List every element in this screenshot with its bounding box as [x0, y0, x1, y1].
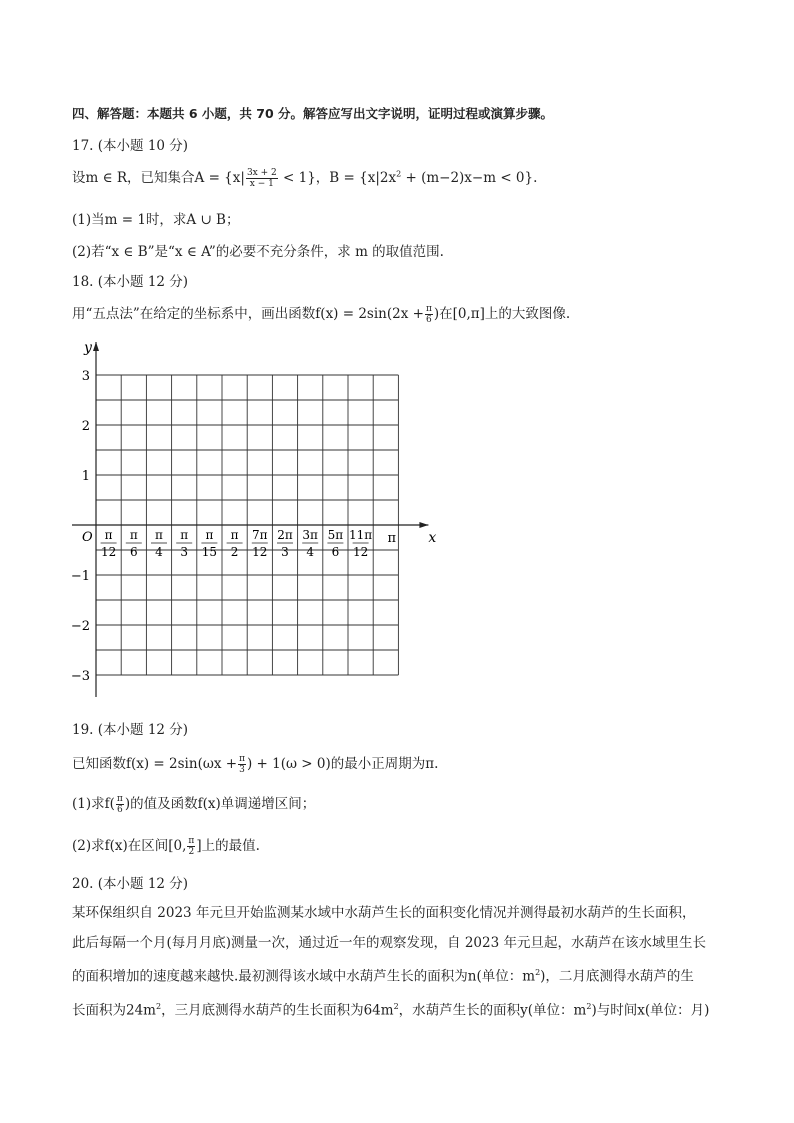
x-tick-denominator: 12 [352, 545, 369, 559]
q17-stem-a: 设m ∈ R，已知集合A = {x| [72, 170, 245, 186]
q19-stem [72, 752, 438, 775]
q19-p1-b: )的值及函数f(x)单调递增区间； [124, 796, 316, 812]
x-tick-numerator: π [180, 528, 189, 542]
y-tick-label: 3 [81, 369, 90, 384]
y-axis-arrow [93, 342, 99, 351]
q19-p1-num: π [116, 794, 123, 804]
x-tick-numerator: 3π [302, 528, 318, 542]
q17-part2: (2)若“x ∈ B”是“x ∈ A”的必要不充分条件，求 m 的取值范围. [72, 244, 444, 260]
q17-frac-den: x − 1 [249, 179, 274, 189]
x-axis-arrow [419, 522, 428, 528]
q19-stem-b: ) + 1(ω > 0)的最小正周期为π. [246, 756, 439, 772]
q20-line-3 [72, 958, 722, 992]
q18-stem [72, 302, 570, 325]
q19-title: 19. (本小题 12 分) [72, 722, 189, 738]
q20-sup-c: 2 [393, 1001, 399, 1011]
origin-label: O [82, 530, 93, 545]
q20-line-2: 此后每隔一个月(每月月底)测量一次，通过近一年的观察发现，自 2023 年元旦起，水葫芦在该水域里生长 [72, 935, 706, 951]
x-tick-denominator: 12 [252, 545, 268, 559]
x-tick-numerator: 5π [327, 528, 344, 542]
x-tick-denominator: 15 [201, 545, 218, 559]
q18-fraction [425, 304, 433, 325]
q17-stem-c: + (m−2)x−m < 0}. [401, 170, 538, 186]
q17-frac-num: 3x + 2 [246, 168, 277, 178]
x-tick-numerator: 2π [277, 528, 293, 542]
q20-l4c: ，水葫芦生长的面积y(单位：m [398, 1002, 587, 1018]
x-axis-label: x [428, 530, 437, 546]
y-tick-label: −1 [70, 569, 90, 584]
q19-frac-den: 3 [239, 765, 245, 775]
q20-line-1: 某环保组织自 2023 年元旦开始监测某水域中水葫芦生长的面积变化情况并测得最初水葫芦的生长面积， [72, 905, 696, 921]
q20-l3a: 的面积增加的速度越来越快.最初测得该水域中水葫芦生长的面积为n(单位：m [72, 968, 536, 985]
x-tick-numerator: 11π [349, 528, 373, 542]
x-tick-numerator: π [129, 528, 138, 542]
x-tick-numerator: 7π [252, 528, 268, 542]
y-tick-label: −3 [70, 669, 90, 684]
q20-l4a: 长面积为24m [72, 1002, 156, 1018]
q19-p2-b: ]上的最值. [196, 838, 260, 854]
q20-sup-a: 2 [535, 968, 541, 977]
q19-part2 [72, 834, 260, 857]
q18-frac-num: π [425, 304, 432, 314]
x-tick-denominator: 3 [180, 545, 189, 559]
q19-p2-a: (2)求f(x)在区间[0, [72, 838, 187, 854]
q19-fraction [238, 754, 246, 775]
q17-sup: 2 [396, 169, 402, 179]
q17-fraction [246, 168, 278, 189]
q17-part1: (1)当m = 1时，求A ∪ B； [72, 212, 240, 228]
q20-line-4 [72, 992, 722, 1026]
q19-p1-den: 6 [116, 805, 123, 815]
q20-title: 20. (本小题 12 分) [72, 876, 189, 892]
section-header: 四、解答题：本题共 6 小题，共 70 分。解答应写出文字说明，证明过程或演算步骤。 [72, 106, 554, 121]
q19-p2-den: 2 [188, 847, 195, 857]
q20-l3b: )，二月底测得水葫芦的生 [540, 968, 694, 985]
q17-title: 17. (本小题 10 分) [72, 138, 189, 154]
x-tick-numerator: π [205, 528, 214, 542]
y-axis-label: y [84, 340, 92, 356]
q19-p2-num: π [188, 836, 195, 846]
x-tick-denominator: 6 [331, 545, 340, 559]
q18-title: 18. (本小题 12 分) [72, 274, 189, 290]
q19-part1 [72, 792, 315, 815]
y-tick-label: −2 [70, 619, 90, 634]
y-tick-label: 1 [81, 469, 90, 484]
q20-l4d: )与时间x(单位：月) [591, 1002, 710, 1018]
q19-stem-a: 已知函数f(x) = 2sin(ωx + [72, 756, 238, 772]
x-tick-denominator: 6 [129, 545, 138, 559]
x-tick-label: π [387, 531, 397, 546]
x-tick-numerator: π [155, 528, 163, 542]
q20-paragraph [72, 898, 722, 1025]
x-tick-denominator: 12 [100, 545, 117, 559]
q18-stem-a: 用“五点法”在给定的坐标系中，画出函数f(x) = 2sin(2x + [72, 306, 424, 322]
q17-stem [72, 166, 537, 189]
y-tick-label: 2 [81, 419, 90, 434]
coordinate-grid [60, 330, 450, 710]
q19-frac-num: π [239, 754, 245, 764]
x-tick-numerator: π [104, 528, 113, 542]
x-tick-denominator: 4 [155, 545, 163, 559]
q19-p1-a: (1)求f( [72, 796, 115, 812]
q18-frac-den: 6 [426, 315, 432, 325]
q18-stem-b: )在[0,π]上的大致图像. [433, 306, 571, 322]
x-tick-denominator: 4 [306, 545, 315, 559]
q19-p1-fraction [116, 794, 124, 815]
x-tick-denominator: 3 [281, 545, 289, 559]
q17-stem-b: < 1}，B = {x|2x [278, 170, 397, 186]
q20-l4b: ，三月底测得水葫芦的生长面积为64m [161, 1002, 394, 1018]
x-tick-denominator: 2 [230, 545, 239, 559]
x-tick-numerator: π [230, 528, 239, 542]
q20-sup-b: 2 [155, 1001, 162, 1011]
q19-p2-fraction [187, 836, 195, 857]
q20-sup-d: 2 [586, 1001, 592, 1011]
